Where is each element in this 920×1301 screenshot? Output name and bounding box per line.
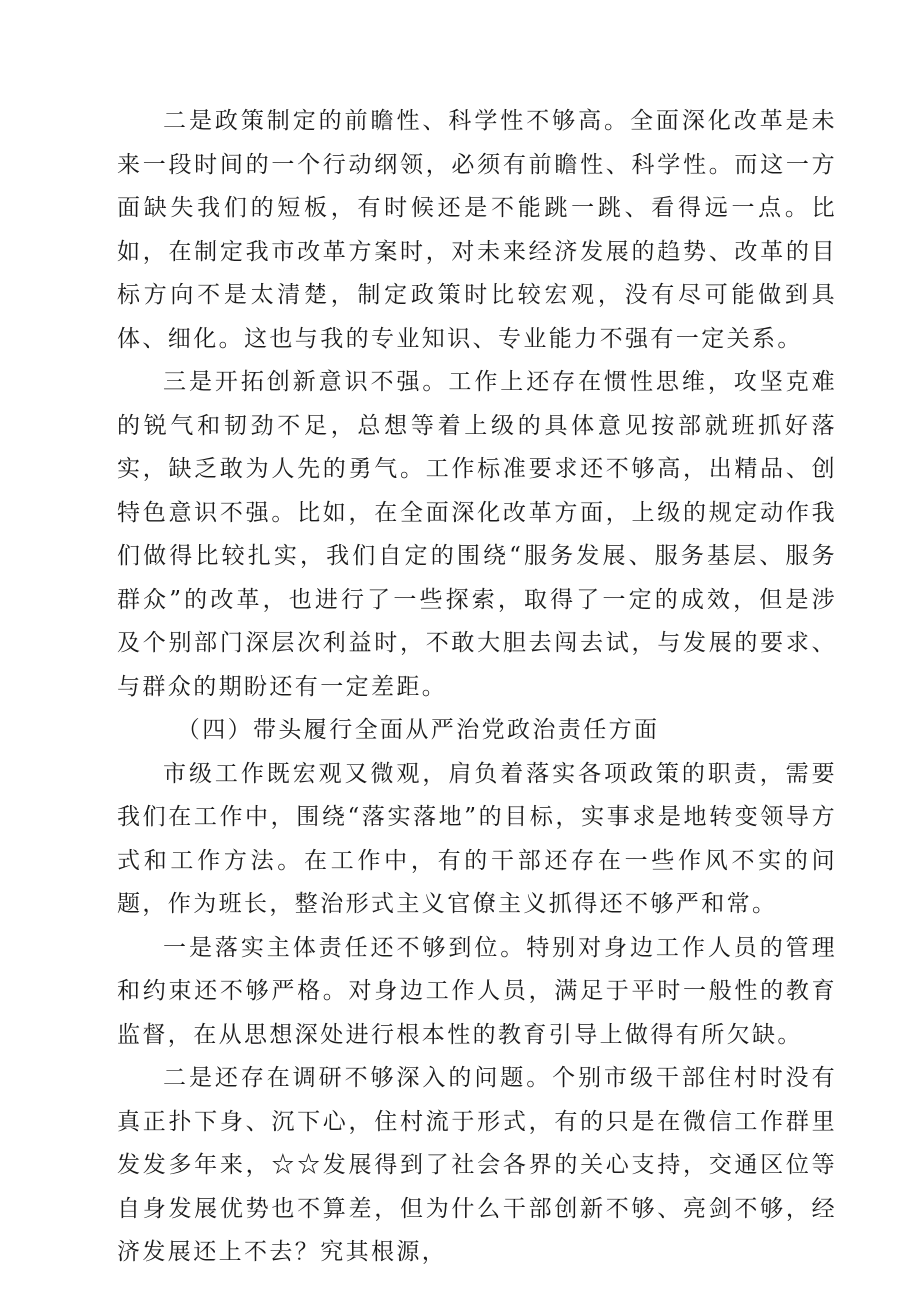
paragraph-innovation-awareness: 三是开拓创新意识不强。工作上还存在惯性思维，攻坚克难的锐气和韧劲不足，总想等着上级的具体意见按部就班抓好落实，缺乏敢为人先的勇气。工作标准要求还不够高，出精品、创特色意识不强。比如，在全面深化改革方面，上级的规定动作我们做得比较扎实，我们自定的围绕“服务发展、服务基层、服务群众”的改革，也进行了一些探索，取得了一定的成效，但是涉及个别部门深层次利益时，不敢大胆去闯去试，与发展的要求、与群众的期盼还有一定差距。 xyxy=(117,369,837,700)
section-heading-four: （四）带头履行全面从严治党政治责任方面 xyxy=(176,717,660,743)
paragraph-policy-foresight: 二是政策制定的前瞻性、科学性不够高。全面深化改革是未来一段时间的一个行动纲领，必须有前瞻性、科学性。而这一方面缺失我们的短板，有时候还是不能跳一跳、看得远一点。比如，在制定我市改革方案时，对未来经济发展的趋势、改革的目标方向不是太清楚，制定政策时比较宏观，没有尽可能做到具体、细化。这也与我的专业知识、专业能力不强有一定关系。 xyxy=(117,108,837,352)
document-body xyxy=(117,100,837,1275)
paragraph-research-depth: 二是还存在调研不够深入的问题。个别市级干部住村时没有真正扑下身、沉下心，住村流于形式，有的只是在微信工作群里发发多年来，☆☆发展得到了社会各界的关心支持，交通区位等自身发展优势也不算差，但为什么干部创新不够、亮剑不够，经济发展还上不去？究其根源， xyxy=(117,1065,837,1265)
paragraph-main-responsibility: 一是落实主体责任还不够到位。特别对身边工作人员的管理和约束还不够严格。对身边工作人员，满足于平时一般性的教育监督，在从思想深处进行根本性的教育引导上做得有所欠缺。 xyxy=(117,934,837,1048)
paragraph-city-work: 市级工作既宏观又微观，肩负着落实各项政策的职责，需要我们在工作中，围绕“落实落地”的目标，实事求是地转变领导方式和工作方法。在工作中，有的干部还存在一些作风不实的问题，作为班长，整治形式主义官僚主义抓得还不够严和常。 xyxy=(117,760,837,917)
